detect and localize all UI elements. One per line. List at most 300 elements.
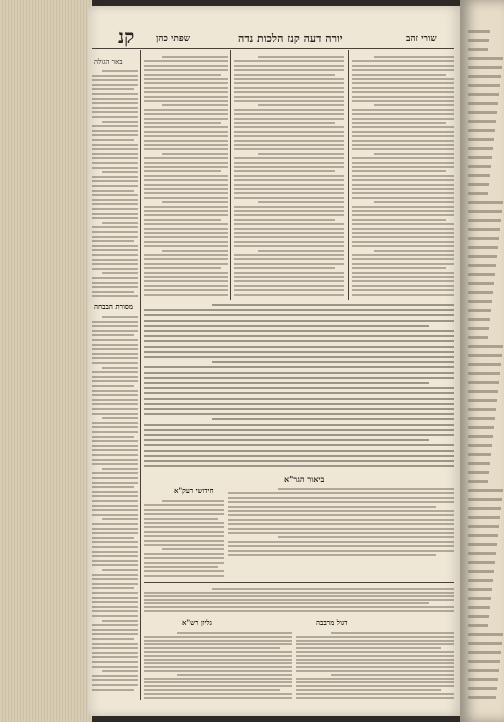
text-line	[92, 357, 138, 359]
text-line	[234, 210, 344, 212]
text-line	[92, 633, 138, 635]
text-line	[144, 184, 228, 186]
text-line	[92, 344, 138, 346]
text-line	[92, 505, 138, 507]
text-line	[102, 316, 138, 318]
text-line	[234, 179, 344, 181]
text-line	[234, 241, 344, 243]
text-line	[92, 629, 138, 631]
text-line	[234, 113, 344, 115]
text-line	[144, 100, 228, 102]
section-title-rea: חידושי רעק"א	[174, 486, 214, 495]
text-line	[144, 78, 228, 80]
text-line	[92, 514, 138, 516]
facing-page-line	[468, 633, 503, 636]
text-line	[92, 532, 138, 534]
text-line	[144, 285, 228, 287]
facing-page-line	[468, 39, 489, 42]
text-line	[228, 501, 454, 503]
text-line	[212, 304, 454, 306]
text-line	[144, 254, 228, 256]
text-line	[144, 289, 228, 291]
text-line	[234, 223, 344, 225]
text-line	[92, 638, 134, 640]
text-line	[374, 250, 454, 252]
text-line	[92, 656, 138, 658]
text-line	[234, 254, 344, 256]
text-line	[92, 167, 138, 169]
text-line	[92, 245, 138, 247]
text-line	[144, 236, 228, 238]
text-line	[234, 91, 344, 93]
text-line	[352, 109, 454, 111]
text-line	[144, 513, 224, 515]
text-line	[212, 418, 454, 420]
text-line	[144, 693, 292, 695]
text-line	[92, 679, 138, 681]
text-line	[144, 387, 454, 389]
text-line	[352, 197, 454, 199]
text-line	[144, 87, 228, 89]
facing-page-line	[468, 687, 497, 690]
text-line	[352, 285, 454, 287]
facing-page-line	[468, 309, 491, 312]
main-text-block	[144, 302, 454, 470]
text-line	[212, 361, 454, 363]
text-line	[228, 519, 454, 521]
text-line	[92, 426, 138, 428]
text-line	[234, 109, 344, 111]
facing-page-line	[468, 111, 497, 114]
text-line	[92, 325, 138, 327]
text-line	[92, 353, 138, 355]
text-line	[92, 486, 134, 488]
text-line	[102, 121, 138, 123]
text-line	[92, 541, 138, 543]
text-line	[144, 232, 228, 234]
text-line	[92, 240, 134, 242]
text-line	[162, 500, 224, 502]
text-line	[144, 518, 218, 520]
text-line	[234, 157, 344, 159]
facing-page-line	[468, 534, 498, 537]
facing-page-line	[468, 273, 495, 276]
text-line	[234, 170, 335, 172]
text-line	[144, 666, 292, 668]
facing-page-line	[468, 543, 497, 546]
text-line	[144, 643, 292, 645]
text-line	[352, 263, 454, 265]
text-line	[92, 144, 138, 146]
text-line	[144, 356, 454, 358]
text-line	[352, 91, 454, 93]
text-line	[234, 228, 344, 230]
text-line	[92, 523, 138, 525]
facing-page-line	[468, 606, 490, 609]
text-line	[234, 294, 344, 296]
text-line	[144, 377, 454, 379]
text-line	[144, 320, 454, 322]
text-line	[331, 674, 454, 676]
text-line	[144, 455, 454, 457]
text-line	[234, 206, 344, 208]
text-line	[352, 267, 446, 269]
facing-page-line	[468, 183, 489, 186]
text-line	[352, 175, 454, 177]
text-line	[92, 162, 138, 164]
facing-page-line	[468, 426, 494, 429]
text-line	[92, 199, 138, 201]
text-line	[92, 472, 138, 474]
text-line	[92, 675, 138, 677]
text-line	[92, 459, 138, 461]
text-line	[352, 148, 454, 150]
facing-page-line	[468, 291, 493, 294]
facing-page-line	[468, 444, 492, 447]
text-line	[352, 166, 454, 168]
text-line	[296, 651, 454, 653]
facing-page-line	[468, 678, 498, 681]
text-line	[144, 294, 228, 296]
facing-page-line	[468, 318, 490, 321]
text-line	[92, 528, 138, 530]
text-line	[92, 495, 138, 497]
text-line	[92, 615, 138, 617]
text-line	[144, 465, 454, 467]
text-line	[92, 362, 138, 364]
facing-page-line	[468, 552, 496, 555]
text-line	[144, 175, 228, 177]
text-line	[144, 557, 224, 559]
facing-page-line	[468, 255, 497, 258]
text-line	[92, 321, 138, 323]
facing-page-line	[468, 642, 502, 645]
text-line	[234, 82, 344, 84]
text-line	[92, 134, 138, 136]
text-line	[144, 403, 454, 405]
facing-page-line	[468, 264, 496, 267]
text-line	[234, 188, 344, 190]
text-line	[228, 528, 454, 530]
text-line	[296, 647, 441, 649]
text-line	[144, 570, 224, 572]
lower-rule	[144, 582, 454, 583]
text-line	[144, 504, 224, 506]
facing-page-line	[468, 507, 501, 510]
text-line	[352, 96, 454, 98]
text-line	[352, 188, 454, 190]
facing-page-line	[468, 228, 500, 231]
text-line	[234, 197, 344, 199]
text-line	[92, 102, 138, 104]
text-line	[92, 546, 138, 548]
text-line	[228, 492, 454, 494]
text-line	[144, 595, 454, 597]
text-line	[92, 482, 138, 484]
text-line	[92, 263, 138, 265]
text-line	[92, 111, 138, 113]
page-number: קנ	[118, 26, 135, 48]
gra-text-block	[228, 486, 454, 556]
facing-page-line	[468, 453, 491, 456]
footnote-band	[144, 586, 454, 612]
text-line	[331, 632, 454, 634]
text-line	[296, 636, 454, 638]
text-line	[92, 153, 138, 155]
text-line	[162, 201, 228, 203]
column-rule-mid	[230, 50, 231, 300]
facing-page-line	[468, 570, 494, 573]
text-line	[92, 88, 134, 90]
facing-page-line	[468, 597, 491, 600]
text-line	[352, 254, 454, 256]
rea-text-block	[144, 498, 224, 578]
text-line	[144, 434, 454, 436]
facing-page-line	[468, 246, 498, 249]
text-line	[92, 291, 134, 293]
text-line	[144, 544, 224, 546]
text-line	[234, 289, 344, 291]
text-line	[352, 118, 454, 120]
text-line	[234, 232, 344, 234]
text-line	[234, 285, 344, 287]
text-line	[92, 574, 138, 576]
text-line	[144, 509, 224, 511]
text-line	[92, 93, 138, 95]
text-line	[92, 208, 138, 210]
text-line	[296, 681, 454, 683]
text-line	[144, 651, 292, 653]
text-line	[102, 518, 138, 520]
text-line	[352, 60, 454, 62]
text-line	[352, 65, 454, 67]
facing-page-line	[468, 138, 494, 141]
dagul-text-block	[296, 630, 454, 700]
text-line	[92, 231, 138, 233]
text-line	[144, 439, 429, 441]
text-line	[234, 144, 344, 146]
text-line	[296, 678, 454, 680]
text-line	[92, 249, 138, 251]
text-line	[102, 70, 138, 72]
text-line	[144, 241, 228, 243]
column-rule-left	[140, 50, 141, 700]
text-line	[352, 74, 446, 76]
facing-page-line	[468, 75, 501, 78]
text-line	[352, 113, 454, 115]
text-line	[352, 69, 454, 71]
facing-page-line	[468, 327, 489, 330]
text-line	[352, 258, 454, 260]
text-line	[92, 578, 138, 580]
text-line	[296, 659, 454, 661]
facing-page-line	[468, 282, 494, 285]
text-line	[92, 463, 138, 465]
text-line	[144, 346, 454, 348]
text-line	[234, 148, 344, 150]
facing-page-line	[468, 363, 501, 366]
text-line	[144, 179, 228, 181]
text-line	[234, 219, 335, 221]
text-line	[92, 268, 138, 270]
text-line	[92, 560, 138, 562]
text-line	[92, 610, 138, 612]
text-line	[234, 272, 344, 274]
margin-column-bottom	[92, 314, 138, 694]
text-line	[234, 140, 344, 142]
text-line	[92, 403, 138, 405]
text-line	[234, 280, 344, 282]
book-page-edges	[0, 0, 92, 722]
text-line	[92, 431, 138, 433]
facing-page-line	[468, 300, 492, 303]
facing-page-line	[468, 201, 503, 204]
text-line	[92, 440, 138, 442]
text-line	[144, 444, 454, 446]
text-line	[352, 206, 454, 208]
facing-page-line	[468, 696, 496, 699]
text-line	[144, 140, 228, 142]
facing-page-line	[468, 669, 499, 672]
text-line	[92, 330, 138, 332]
text-line	[234, 118, 344, 120]
text-line	[92, 380, 138, 382]
text-line	[92, 348, 138, 350]
text-line	[92, 79, 138, 81]
text-line	[92, 436, 134, 438]
text-line	[177, 674, 292, 676]
text-line	[228, 523, 454, 525]
text-line	[92, 408, 138, 410]
text-line	[92, 454, 138, 456]
text-line	[144, 535, 224, 537]
text-line	[144, 263, 228, 265]
text-line	[92, 684, 138, 686]
text-line	[144, 118, 228, 120]
text-line	[92, 661, 138, 663]
text-line	[102, 670, 138, 672]
text-line	[296, 643, 454, 645]
text-line	[228, 550, 454, 552]
header-rule	[92, 48, 454, 49]
text-line	[92, 254, 138, 256]
text-line	[144, 166, 228, 168]
text-line	[352, 219, 446, 221]
text-line	[144, 531, 224, 533]
text-line	[92, 390, 138, 392]
text-line	[144, 330, 454, 332]
text-line	[92, 652, 138, 654]
text-line	[144, 113, 228, 115]
text-line	[144, 74, 221, 76]
text-line	[296, 693, 454, 695]
text-line	[234, 214, 344, 216]
text-line	[144, 685, 292, 687]
text-line	[296, 662, 454, 664]
text-line	[144, 413, 454, 415]
commentary-column-right	[352, 54, 454, 296]
facing-page-line	[468, 417, 495, 420]
facing-page-line	[468, 390, 498, 393]
text-line	[92, 587, 134, 589]
facing-page-line	[468, 30, 490, 33]
text-line	[234, 162, 344, 164]
text-line	[228, 545, 454, 547]
text-line	[234, 126, 344, 128]
text-line	[92, 477, 138, 479]
text-line	[144, 210, 228, 212]
text-line	[234, 122, 335, 124]
facing-page-line	[468, 165, 491, 168]
facing-page-line	[468, 174, 490, 177]
facing-page-line	[468, 624, 488, 627]
text-line	[92, 203, 138, 205]
text-line	[92, 75, 138, 77]
text-line	[234, 245, 344, 247]
text-line	[144, 144, 228, 146]
facing-page-line	[468, 147, 493, 150]
text-line	[92, 491, 138, 493]
text-line	[374, 56, 454, 58]
text-line	[144, 131, 228, 133]
text-line	[144, 276, 228, 278]
text-line	[144, 681, 292, 683]
text-line	[102, 620, 138, 622]
text-line	[234, 192, 344, 194]
text-line	[296, 670, 454, 672]
book-page	[88, 6, 460, 716]
text-line	[144, 647, 280, 649]
text-line	[234, 267, 335, 269]
text-line	[177, 632, 292, 634]
facing-page-line	[468, 93, 499, 96]
facing-page-line	[468, 489, 503, 492]
text-line	[144, 109, 228, 111]
facing-page-line	[468, 561, 495, 564]
facing-page-line	[468, 579, 493, 582]
side-label: באר הגולה	[94, 58, 123, 66]
text-line	[92, 537, 134, 539]
text-line	[144, 562, 224, 564]
facing-page-line	[468, 345, 503, 348]
text-line	[144, 640, 292, 642]
text-line	[144, 429, 454, 431]
text-line	[92, 689, 134, 691]
text-line	[258, 153, 344, 155]
facing-page-line	[468, 192, 488, 195]
text-line	[144, 206, 228, 208]
text-line	[162, 104, 228, 106]
text-line	[296, 697, 454, 699]
text-line	[296, 655, 454, 657]
text-line	[234, 258, 344, 260]
text-line	[296, 640, 454, 642]
text-line	[92, 376, 138, 378]
text-line	[144, 272, 228, 274]
text-line	[234, 263, 344, 265]
text-line	[352, 131, 454, 133]
text-line	[92, 422, 138, 424]
text-line	[234, 60, 344, 62]
text-line	[258, 56, 344, 58]
facing-page-line	[468, 381, 499, 384]
text-line	[92, 185, 138, 187]
text-line	[92, 583, 138, 585]
text-line	[228, 497, 454, 499]
text-line	[352, 241, 454, 243]
text-line	[258, 104, 344, 106]
gilyon-text-block	[144, 630, 292, 700]
